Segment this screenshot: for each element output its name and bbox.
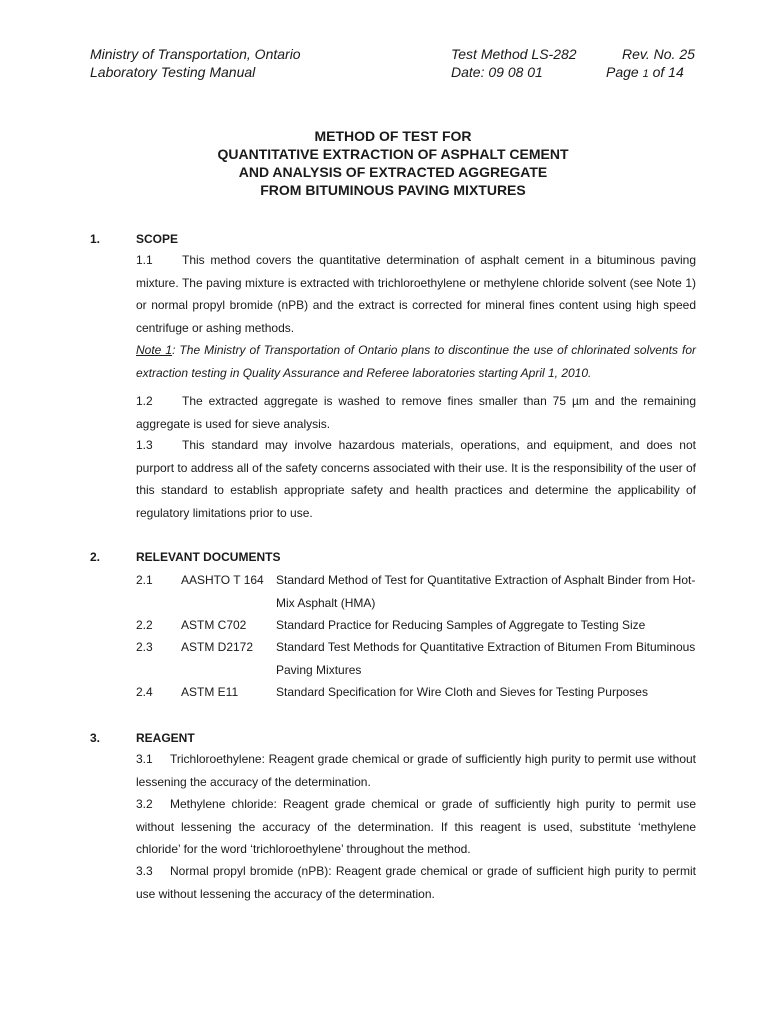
document-title: Standard Specification for Wire Cloth and Sieves for Testing Purposes [276, 685, 648, 699]
paragraph-number: 3.1 [136, 752, 153, 766]
title-line-3: AND ANALYSIS OF EXTRACTED AGGREGATE [238, 164, 548, 180]
document-title: Standard Practice for Reducing Samples of Aggregate to Testing Size [276, 618, 646, 632]
document-number: 2.4 [136, 685, 153, 699]
document-title [90, 127, 696, 199]
paragraph-text: This method covers the quantitative determination of asphalt cement in a bituminous paving mixture. The paving mixture is extracted with trichloroethylene or methylene chloride solvent (see Note 1) or normal propyl bromide (nPB) and the extract is corrected for mineral fines content using high speed centrifuge or ashing methods. [136, 253, 696, 335]
header-organization: Ministry of Transportation, Ontario [90, 46, 301, 62]
document-number: 2.3 [136, 640, 153, 654]
header-manual: Laboratory Testing Manual [90, 64, 256, 80]
title-line-1: METHOD OF TEST FOR [314, 128, 472, 144]
note-1 [136, 339, 696, 384]
section-3-number: 3. [90, 731, 101, 745]
paragraph-number: 3.2 [136, 797, 153, 811]
section-3-title: REAGENT [136, 731, 195, 745]
document-code: AASHTO T 164 [181, 573, 264, 587]
paragraph-text: Trichloroethylene: Reagent grade chemical or grade of sufficiently high purity to permit use without lessening the accuracy of the determination. [136, 752, 696, 789]
paragraph-3-1 [136, 748, 696, 793]
header-test-method: Test Method LS-282 [451, 46, 577, 62]
page-prefix: Page [606, 64, 643, 80]
header-date: Date: 09 08 01 [451, 64, 543, 80]
section-2-title: RELEVANT DOCUMENTS [136, 550, 281, 564]
section-1-number: 1. [90, 232, 101, 246]
section-1-title: SCOPE [136, 232, 179, 246]
paragraph-text: Methylene chloride: Reagent grade chemical or grade of sufficiently high purity to permit use without lessening the accuracy of the determination. If this reagent is used, substitute ‘methylene chloride’ for the word ‘trichloroethylene’ throughout the method. [136, 797, 696, 856]
paragraph-3-3 [136, 860, 696, 905]
header-page-number [606, 63, 684, 83]
note-text: : The Ministry of Transportation of Ontario plans to discontinue the use of chlorinated solvents for extraction testing in Quality Assurance and Referee laboratories starting April 1, 2010. [136, 343, 696, 380]
paragraph-1-3 [136, 434, 696, 524]
paragraph-1-2 [136, 390, 696, 435]
document-title: Standard Method of Test for Quantitative Extraction of Asphalt Binder from Hot-Mix Asphalt (HMA) [276, 573, 696, 610]
paragraph-3-2 [136, 793, 696, 861]
document-title: Standard Test Methods for Quantitative Extraction of Bitumen From Bituminous Paving Mixtures [276, 640, 696, 677]
paragraph-text: This standard may involve hazardous materials, operations, and equipment, and does not purport to address all of the safety concerns associated with their use. It is the responsibility of the user of this standard to establish appropriate safety and health practices and determine the applicability of regulatory limitations prior to use. [136, 438, 696, 520]
document-code: ASTM C702 [181, 618, 247, 632]
paragraph-1-1 [136, 249, 696, 339]
page-total: of 14 [648, 64, 684, 80]
note-label: Note 1 [136, 343, 173, 357]
header-revision: Rev. No. 25 [622, 46, 695, 62]
document-number: 2.2 [136, 618, 153, 632]
paragraph-number: 1.1 [136, 253, 153, 267]
section-2-number: 2. [90, 550, 101, 564]
document-code: ASTM D2172 [181, 640, 254, 654]
paragraph-number: 1.2 [136, 394, 153, 408]
document-code: ASTM E11 [181, 685, 239, 699]
paragraph-text: The extracted aggregate is washed to remove fines smaller than 75 µm and the remaining aggregate is used for sieve analysis. [136, 394, 696, 431]
title-line-4: FROM BITUMINOUS PAVING MIXTURES [260, 182, 526, 198]
paragraph-number: 3.3 [136, 864, 153, 878]
paragraph-text: Normal propyl bromide (nPB): Reagent grade chemical or grade of sufficient high purity to permit use without lessening the accuracy of the determination. [136, 864, 696, 901]
document-number: 2.1 [136, 573, 153, 587]
title-line-2: QUANTITATIVE EXTRACTION OF ASPHALT CEMENT [217, 146, 569, 162]
page-current: 1 [642, 68, 649, 80]
paragraph-number: 1.3 [136, 438, 153, 452]
